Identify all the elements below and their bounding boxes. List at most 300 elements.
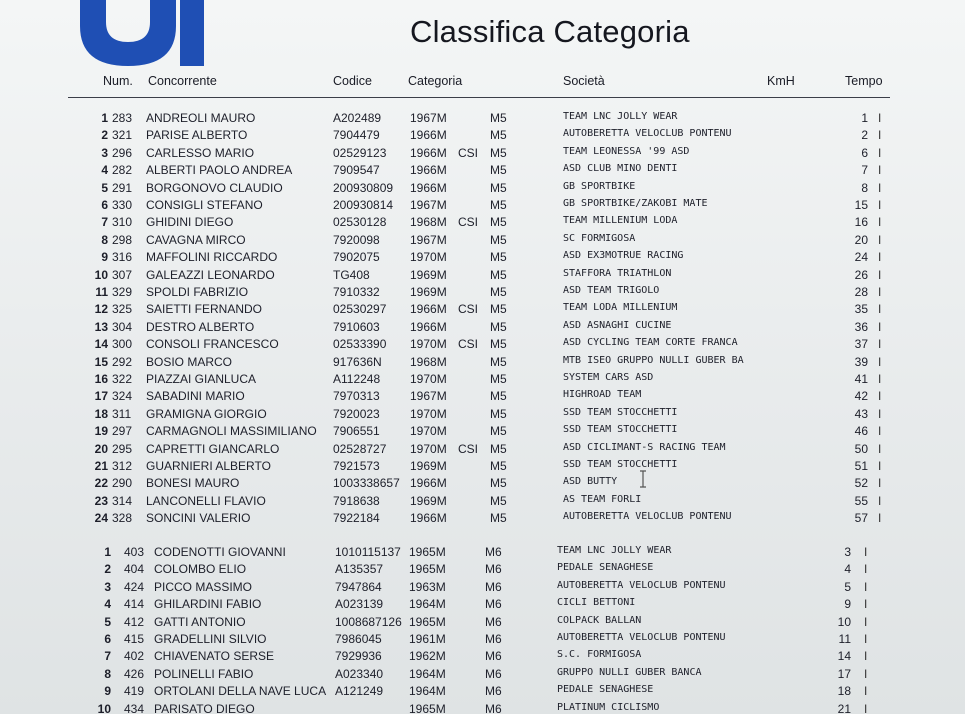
csi-cell: CSI	[458, 145, 479, 160]
code-cell: 200930814	[333, 198, 394, 212]
page-title: Classifica Categoria	[410, 14, 690, 49]
category-cell: M5	[490, 267, 507, 282]
category-cell: M6	[485, 666, 502, 681]
competitor-name-cell: MAFFOLINI RICCARDO	[146, 250, 278, 265]
category-cell: M6	[485, 684, 502, 699]
competitor-name-cell: GHILARDINI FABIO	[154, 597, 262, 612]
time-mark-cell: I	[878, 198, 882, 212]
position-cell: 4	[101, 163, 108, 178]
bib-number-cell: 402	[124, 649, 145, 664]
year-cell: 1964M	[409, 597, 446, 612]
time-mark-cell: I	[864, 614, 868, 629]
code-cell: 7910603	[333, 319, 380, 334]
position-cell: 20	[94, 441, 108, 456]
category-cell: M5	[490, 163, 507, 178]
position-cell: 1	[101, 111, 108, 125]
overall-rank-cell: 35	[854, 302, 868, 317]
team-cell: ASD CLUB MINO DENTI	[563, 163, 678, 175]
team-cell: PLATINUM CICLISMO	[557, 701, 660, 713]
code-cell: 1003338657	[333, 476, 400, 491]
competitor-name-cell: GRAMIGNA GIORGIO	[146, 406, 267, 421]
team-cell: TEAM LNC JOLLY WEAR	[557, 545, 672, 556]
header-codice: Codice	[333, 74, 372, 88]
code-cell: 7904479	[333, 128, 380, 143]
year-cell: 1969M	[410, 493, 447, 508]
year-cell: 1968M	[410, 354, 447, 369]
time-mark-cell: I	[878, 180, 882, 195]
overall-rank-cell: 6	[861, 145, 868, 160]
position-cell: 12	[94, 302, 108, 317]
team-cell: PEDALE SENAGHESE	[557, 684, 654, 696]
bib-number-cell: 414	[124, 597, 145, 612]
category-cell: M6	[485, 562, 502, 577]
overall-rank-cell: 20	[854, 232, 868, 247]
overall-rank-cell: 41	[854, 372, 868, 386]
code-cell: 7986045	[335, 632, 382, 646]
position-cell: 7	[104, 649, 111, 664]
year-cell: 1970M	[410, 441, 447, 456]
time-mark-cell: I	[878, 389, 882, 404]
time-mark-cell: I	[878, 215, 882, 230]
time-mark-cell: I	[878, 250, 882, 265]
time-mark-cell: I	[878, 441, 882, 456]
category-cell: M5	[490, 128, 507, 143]
time-mark-cell: I	[864, 649, 868, 664]
year-cell: 1965M	[409, 562, 446, 577]
code-cell: 02530128	[333, 215, 387, 230]
bib-number-cell: 403	[124, 545, 145, 559]
year-cell: 1966M	[410, 145, 447, 160]
competitor-name-cell: BORGONOVO CLAUDIO	[146, 180, 283, 195]
category-cell: M5	[490, 302, 507, 317]
code-cell: 7920023	[333, 406, 380, 421]
time-mark-cell: I	[878, 372, 882, 386]
year-cell: 1965M	[409, 701, 446, 714]
category-cell: M6	[485, 614, 502, 629]
time-mark-cell: I	[864, 562, 868, 577]
bib-number-cell: 297	[112, 424, 133, 439]
table-row	[0, 198, 965, 215]
bib-number-cell: 311	[112, 406, 132, 421]
category-cell: M5	[490, 476, 507, 491]
csi-cell: CSI	[458, 337, 479, 352]
table-row	[0, 163, 965, 180]
year-cell: 1970M	[410, 406, 447, 421]
bib-number-cell: 324	[112, 389, 133, 404]
overall-rank-cell: 9	[844, 597, 851, 612]
table-row	[0, 442, 965, 459]
position-cell: 15	[94, 354, 108, 369]
time-mark-cell: I	[878, 163, 882, 178]
bib-number-cell: 415	[124, 632, 145, 646]
team-cell: STAFFORA TRIATHLON	[563, 267, 672, 279]
time-mark-cell: I	[864, 597, 868, 612]
bib-number-cell: 314	[112, 493, 133, 508]
time-mark-cell: I	[878, 424, 882, 439]
table-row	[0, 355, 965, 372]
code-cell: 7947864	[335, 579, 382, 594]
code-cell: 02528727	[333, 441, 387, 456]
overall-rank-cell: 46	[854, 424, 868, 439]
team-cell: MTB ISEO GRUPPO NULLI GUBER BA	[563, 354, 744, 366]
competitor-name-cell: SAIETTI FERNANDO	[146, 302, 263, 317]
team-cell: HIGHROAD TEAM	[563, 389, 642, 401]
bib-number-cell: 328	[112, 511, 133, 526]
table-row	[0, 632, 965, 649]
team-cell: TEAM MILLENIUM LODA	[563, 215, 678, 227]
competitor-name-cell: GALEAZZI LEONARDO	[146, 267, 275, 282]
category-cell: M6	[485, 649, 502, 664]
bib-number-cell: 329	[112, 285, 133, 299]
position-cell: 7	[101, 215, 108, 230]
team-cell: ASD BUTTY	[563, 476, 618, 488]
time-mark-cell: I	[878, 511, 882, 526]
competitor-name-cell: ALBERTI PAOLO ANDREA	[146, 163, 293, 178]
table-row	[0, 511, 965, 528]
category-cell: M6	[485, 701, 502, 714]
year-cell: 1964M	[409, 684, 446, 699]
overall-rank-cell: 10	[837, 614, 851, 629]
team-cell: AUTOBERETTA VELOCLUB PONTENU	[563, 511, 732, 523]
year-cell: 1963M	[409, 579, 446, 594]
category-cell: M5	[490, 354, 507, 369]
csi-cell: CSI	[458, 215, 479, 230]
category-cell: M5	[490, 511, 507, 526]
table-row	[0, 459, 965, 476]
competitor-name-cell: DESTRO ALBERTO	[146, 319, 255, 334]
bib-number-cell: 300	[112, 337, 133, 352]
table-row	[0, 684, 965, 701]
position-cell: 19	[94, 424, 108, 439]
competitor-name-cell: GRADELLINI SILVIO	[154, 632, 267, 646]
year-cell: 1966M	[410, 319, 447, 334]
position-cell: 8	[104, 666, 111, 681]
code-cell: 7906551	[333, 424, 380, 439]
overall-rank-cell: 39	[854, 354, 868, 369]
team-cell: GB SPORTBIKE	[563, 180, 636, 192]
code-cell: 7918638	[333, 493, 380, 508]
bib-number-cell: 426	[124, 666, 145, 681]
team-cell: ASD CICLIMANT-S RACING TEAM	[563, 441, 726, 453]
year-cell: 1965M	[409, 545, 446, 559]
team-cell: GB SPORTBIKE/ZAKOBI MATE	[563, 198, 708, 209]
overall-rank-cell: 28	[854, 285, 868, 299]
competitor-name-cell: CARLESSO MARIO	[146, 145, 255, 160]
category-cell: M5	[490, 180, 507, 195]
team-cell: S.C. FORMIGOSA	[557, 649, 642, 661]
code-cell: A023139	[335, 597, 384, 612]
competitor-name-cell: CODENOTTI GIOVANNI	[154, 545, 286, 559]
overall-rank-cell: 37	[854, 337, 868, 352]
position-cell: 21	[94, 459, 108, 473]
competitor-name-cell: BOSIO MARCO	[146, 354, 233, 369]
table-row	[0, 407, 965, 424]
time-mark-cell: I	[864, 545, 868, 559]
bib-number-cell: 291	[112, 180, 133, 195]
header-societa: Società	[563, 74, 605, 88]
time-mark-cell: I	[878, 319, 882, 334]
time-mark-cell: I	[878, 459, 882, 473]
competitor-name-cell: PICCO MASSIMO	[154, 579, 253, 594]
category-cell: M5	[490, 285, 507, 299]
position-cell: 17	[94, 389, 108, 404]
header-categoria: Categoria	[408, 74, 463, 88]
csi-cell: CSI	[458, 302, 479, 317]
category-cell: M5	[490, 215, 507, 230]
competitor-name-cell: SONCINI VALERIO	[146, 511, 251, 526]
position-cell: 6	[101, 198, 108, 212]
time-mark-cell: I	[878, 493, 882, 508]
overall-rank-cell: 51	[854, 459, 868, 473]
table-row	[0, 702, 965, 714]
position-cell: 9	[104, 684, 111, 699]
time-mark-cell: I	[878, 406, 882, 421]
time-mark-cell: I	[878, 232, 882, 247]
header-concorrente: Concorrente	[148, 74, 217, 88]
year-cell: 1966M	[410, 476, 447, 491]
table-row	[0, 597, 965, 614]
overall-rank-cell: 24	[854, 250, 868, 265]
team-cell: AUTOBERETTA VELOCLUB PONTENU	[563, 128, 732, 140]
team-cell: TEAM LEONESSA '99 ASD	[563, 145, 690, 157]
overall-rank-cell: 50	[854, 441, 868, 456]
position-cell: 18	[94, 406, 108, 421]
bib-number-cell: 283	[112, 111, 133, 125]
bib-number-cell: 295	[112, 441, 133, 456]
team-cell: SYSTEM CARS ASD	[563, 372, 654, 383]
code-cell: A135357	[335, 562, 384, 577]
overall-rank-cell: 16	[854, 215, 868, 230]
category-cell: M5	[490, 459, 507, 473]
competitor-name-cell: CAVAGNA MIRCO	[146, 232, 246, 247]
year-cell: 1970M	[410, 372, 447, 386]
year-cell: 1970M	[410, 250, 447, 265]
position-cell: 5	[104, 614, 111, 629]
bib-number-cell: 282	[112, 163, 133, 178]
position-cell: 3	[101, 145, 108, 160]
table-row	[0, 320, 965, 337]
table-row	[0, 233, 965, 250]
bib-number-cell: 290	[112, 476, 133, 491]
overall-rank-cell: 57	[854, 511, 868, 526]
header-num: Num.	[103, 74, 133, 88]
position-cell: 14	[94, 337, 108, 352]
time-mark-cell: I	[864, 684, 868, 699]
table-row	[0, 181, 965, 198]
position-cell: 4	[104, 597, 111, 612]
position-cell: 2	[101, 128, 108, 143]
year-cell: 1970M	[410, 424, 447, 439]
team-cell: CICLI BETTONI	[557, 597, 636, 609]
team-cell: SC FORMIGOSA	[563, 232, 636, 244]
category-cell: M5	[490, 372, 507, 386]
category-cell: M5	[490, 337, 507, 352]
code-cell: A121249	[335, 684, 384, 699]
header-tempo: Tempo	[845, 74, 883, 88]
category-cell: M5	[490, 319, 507, 334]
competitor-name-cell: PIAZZAI GIANLUCA	[146, 372, 257, 386]
team-cell: AUTOBERETTA VELOCLUB PONTENU	[557, 632, 726, 643]
code-cell: 02533390	[333, 337, 387, 352]
code-cell: 7922184	[333, 511, 380, 526]
position-cell: 10	[97, 701, 111, 714]
time-mark-cell: I	[878, 476, 882, 491]
time-mark-cell: I	[878, 354, 882, 369]
time-mark-cell: I	[864, 579, 868, 594]
category-cell: M5	[490, 441, 507, 456]
code-cell: 7910332	[333, 285, 380, 299]
overall-rank-cell: 52	[854, 476, 868, 491]
overall-rank-cell: 1	[861, 111, 868, 125]
competitor-name-cell: POLINELLI FABIO	[154, 666, 254, 681]
overall-rank-cell: 4	[844, 562, 851, 577]
year-cell: 1966M	[410, 163, 447, 178]
position-cell: 5	[101, 180, 108, 195]
code-cell: 7929936	[335, 649, 382, 664]
overall-rank-cell: 3	[844, 545, 851, 559]
category-cell: M6	[485, 632, 502, 646]
table-row	[0, 146, 965, 163]
category-cell: M5	[490, 406, 507, 421]
competitor-name-cell: GATTI ANTONIO	[154, 614, 246, 629]
competitor-name-cell: BONESI MAURO	[146, 476, 240, 491]
bib-number-cell: 330	[112, 198, 133, 212]
category-cell: M5	[490, 424, 507, 439]
code-cell: A023340	[335, 666, 384, 681]
year-cell: 1970M	[410, 337, 447, 352]
category-cell: M5	[490, 145, 507, 160]
year-cell: 1968M	[410, 215, 447, 230]
csi-cell: CSI	[458, 441, 479, 456]
category-cell: M5	[490, 232, 507, 247]
team-cell: ASD ASNAGHI CUCINE	[563, 319, 672, 331]
competitor-name-cell: PARISE ALBERTO	[146, 128, 248, 143]
time-mark-cell: I	[864, 701, 868, 714]
overall-rank-cell: 11	[838, 632, 851, 646]
time-mark-cell: I	[878, 302, 882, 317]
table-row	[0, 215, 965, 232]
year-cell: 1966M	[410, 180, 447, 195]
table-row	[0, 250, 965, 267]
category-cell: M6	[485, 545, 502, 559]
bib-number-cell: 292	[112, 354, 133, 369]
competitor-name-cell: COLOMBO ELIO	[154, 562, 247, 577]
position-cell: 13	[94, 319, 108, 334]
table-row	[0, 302, 965, 319]
overall-rank-cell: 7	[861, 163, 868, 178]
team-cell: SSD TEAM STOCCHETTI	[563, 459, 678, 470]
overall-rank-cell: 18	[837, 684, 851, 699]
year-cell: 1967M	[410, 198, 447, 212]
table-row	[0, 372, 965, 389]
bib-number-cell: 322	[112, 372, 133, 386]
year-cell: 1969M	[410, 459, 447, 473]
year-cell: 1966M	[410, 128, 447, 143]
position-cell: 3	[104, 579, 111, 594]
position-cell: 16	[94, 372, 108, 386]
time-mark-cell: I	[878, 128, 882, 143]
table-row	[0, 337, 965, 354]
position-cell: 1	[104, 545, 111, 559]
competitor-name-cell: CHIAVENATO SERSE	[154, 649, 275, 664]
competitor-name-cell: ANDREOLI MAURO	[146, 111, 256, 125]
team-cell: AS TEAM FORLI	[563, 493, 642, 505]
organization-logo	[80, 0, 205, 68]
bib-number-cell: 419	[124, 684, 145, 699]
overall-rank-cell: 17	[837, 666, 851, 681]
header-divider	[68, 97, 890, 98]
code-cell: 200930809	[333, 180, 394, 195]
competitor-name-cell: CONSOLI FRANCESCO	[146, 337, 279, 352]
code-cell: 02530297	[333, 302, 387, 317]
table-row	[0, 128, 965, 145]
year-cell: 1967M	[410, 389, 447, 404]
code-cell: 1010115137	[335, 545, 401, 559]
position-cell: 24	[94, 511, 108, 526]
time-mark-cell: I	[878, 145, 882, 160]
bib-number-cell: 312	[112, 459, 133, 473]
overall-rank-cell: 21	[837, 701, 851, 714]
team-cell: ASD TEAM TRIGOLO	[563, 285, 660, 296]
bib-number-cell: 310	[112, 215, 133, 230]
competitor-name-cell: GHIDINI DIEGO	[146, 215, 234, 230]
category-cell: M5	[490, 493, 507, 508]
table-row	[0, 285, 965, 302]
year-cell: 1969M	[410, 285, 447, 299]
team-cell: TEAM LNC JOLLY WEAR	[563, 111, 678, 122]
team-cell: AUTOBERETTA VELOCLUB PONTENU	[557, 579, 726, 591]
year-cell: 1964M	[409, 666, 446, 681]
time-mark-cell: I	[878, 267, 882, 282]
bib-number-cell: 307	[112, 267, 133, 282]
position-cell: 10	[94, 267, 108, 282]
team-cell: GRUPPO NULLI GUBER BANCA	[557, 666, 702, 678]
bib-number-cell: 404	[124, 562, 145, 577]
team-cell: ASD CYCLING TEAM CORTE FRANCA	[563, 337, 738, 349]
year-cell: 1965M	[409, 614, 446, 629]
code-cell: 7921573	[333, 459, 380, 473]
time-mark-cell: I	[864, 632, 868, 646]
competitor-name-cell: CONSIGLI STEFANO	[146, 198, 263, 212]
table-row	[0, 562, 965, 579]
competitor-name-cell: CARMAGNOLI MASSIMILIANO	[146, 424, 317, 439]
header-kmh: KmH	[767, 74, 795, 88]
bib-number-cell: 296	[112, 145, 133, 160]
bib-number-cell: 321	[112, 128, 133, 143]
bib-number-cell: 434	[124, 701, 145, 714]
competitor-name-cell: SPOLDI FABRIZIO	[146, 285, 249, 299]
competitor-name-cell: SABADINI MARIO	[146, 389, 245, 404]
text-cursor-icon	[637, 470, 649, 488]
category-cell: M6	[485, 597, 502, 612]
year-cell: 1961M	[409, 632, 446, 646]
overall-rank-cell: 14	[837, 649, 851, 664]
year-cell: 1966M	[410, 302, 447, 317]
position-cell: 2	[104, 562, 111, 577]
code-cell: 1008687126	[335, 614, 402, 629]
position-cell: 22	[94, 476, 108, 491]
overall-rank-cell: 42	[854, 389, 868, 404]
competitor-name-cell: GUARNIERI ALBERTO	[146, 459, 271, 473]
team-cell: PEDALE SENAGHESE	[557, 562, 654, 574]
table-row	[0, 476, 965, 493]
table-row	[0, 667, 965, 684]
position-cell: 11	[95, 285, 108, 299]
table-row	[0, 580, 965, 597]
competitor-name-cell: PARISATO DIEGO	[154, 701, 255, 714]
code-cell: TG408	[333, 267, 370, 282]
overall-rank-cell: 43	[854, 406, 868, 421]
